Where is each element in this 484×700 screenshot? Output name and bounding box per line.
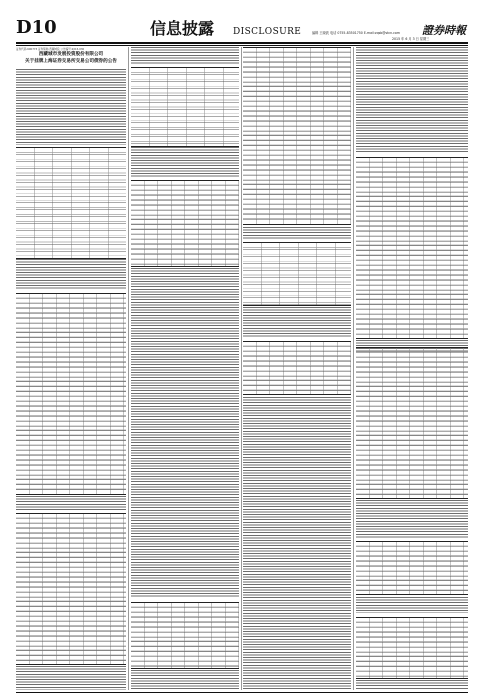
text-block (243, 397, 351, 690)
editor-contact-line: 编辑 王晓波 电话 0755-83501750 E-mail:zqsb@stcn.com (312, 31, 400, 35)
text-block (131, 147, 239, 177)
announcement-subject: 关于挂牌上海证券交易所交易公司债券的公告 (25, 59, 117, 64)
text-block (356, 680, 468, 690)
page-number: D10 (16, 17, 57, 38)
text-block (356, 597, 468, 613)
data-table (356, 347, 468, 499)
data-table (356, 157, 468, 339)
section-title: 信息披露 (150, 19, 215, 38)
data-table (356, 541, 468, 595)
column-4 (356, 47, 468, 690)
data-table (243, 47, 351, 225)
data-table (243, 341, 351, 395)
text-block (243, 227, 351, 239)
section-title-english: DISCLOSURE (233, 27, 302, 37)
text-block (16, 496, 126, 510)
header-rule-thin (16, 45, 468, 46)
text-block (131, 47, 239, 65)
text-block (131, 268, 239, 598)
issue-date: 2015 年 6 月 3 日 星期三 (392, 37, 430, 41)
text-block (16, 666, 126, 690)
announcement-code-line: 证券代码:600773 证券简称:西藏城投 公告编号:2015-030 (16, 48, 85, 51)
header-rule-thick (16, 42, 468, 44)
masthead-logo: 證券時報 (422, 24, 466, 37)
holding-table (16, 293, 126, 495)
announcement-company: 西藏城市发展投资股份有限公司 (38, 52, 104, 57)
text-block (131, 670, 239, 690)
column-divider (353, 47, 354, 690)
data-table (131, 180, 239, 267)
data-table (131, 67, 239, 147)
column-divider (241, 47, 242, 690)
data-table (131, 602, 239, 669)
data-table (243, 242, 351, 306)
data-table (356, 617, 468, 679)
holding-table (16, 513, 126, 665)
footer-rule (16, 692, 468, 693)
bond-table (16, 147, 126, 259)
text-block (356, 47, 468, 153)
column-divider (128, 47, 129, 690)
column-3 (243, 47, 351, 690)
column-2 (131, 47, 239, 690)
text-block (243, 307, 351, 337)
text-block (356, 500, 468, 538)
text-block (16, 259, 126, 289)
column-1 (16, 47, 126, 690)
page-header (0, 0, 484, 40)
announcement-body (16, 69, 126, 145)
